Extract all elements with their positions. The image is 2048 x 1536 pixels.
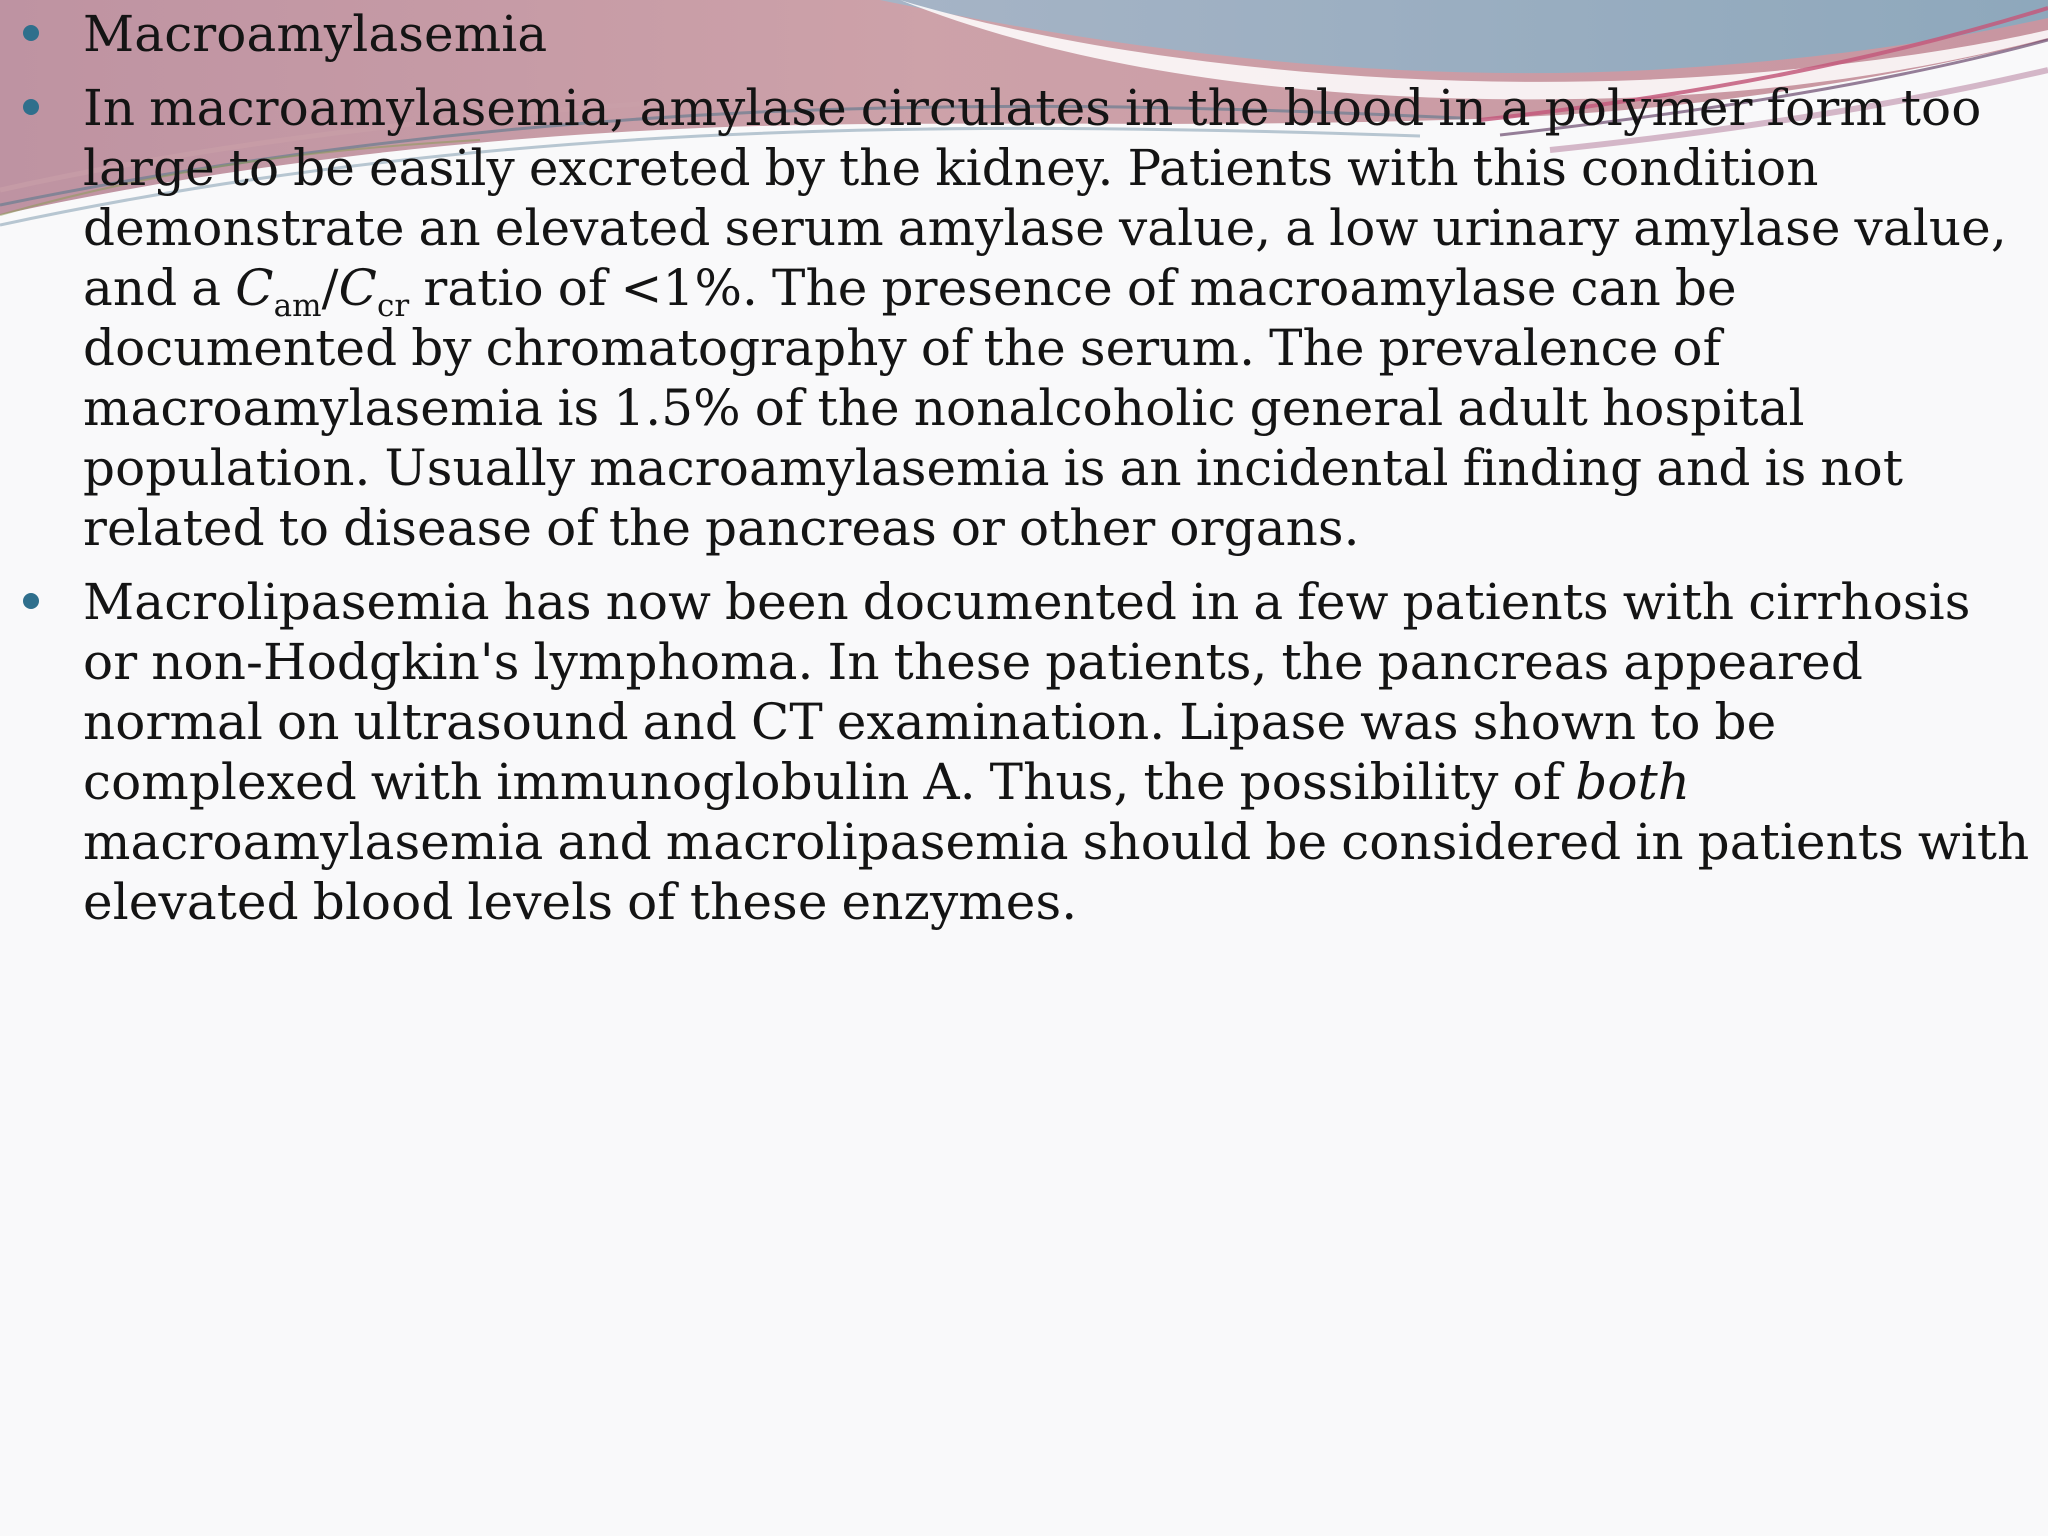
emphasized-word: both <box>1575 753 1691 811</box>
ratio-slash: / <box>321 259 339 317</box>
ratio-denominator-variable: C <box>338 259 377 317</box>
bullet-list <box>22 0 2032 932</box>
ratio-numerator-variable: C <box>235 259 274 317</box>
bullet-text: Macroamylasemia <box>83 5 548 63</box>
bullet-text-part1: Macrolipasemia has now been documented in a few patients with cirrhosis or non-Hodgkin's lymphoma. In these patients, the pancreas appeared normal on ultrasound and CT examination. Lipase was shown to be complexed with immunoglobulin A. Thus, the possibility of <box>83 573 1971 811</box>
bullet-dot-icon <box>23 593 39 609</box>
bullet-item-macroamylasemia-description <box>22 78 2032 558</box>
bullet-text-part1: In macroamylasemia, amylase circulates in the blood in a polymer form too large to be easily excreted by the kidney. Patients with this condition demonstrate an elevated serum amylase value, a low urinary amylase value, and a <box>83 79 2007 317</box>
bullet-dot-icon <box>23 99 39 115</box>
ratio-denominator-subscript: cr <box>376 288 410 324</box>
bullet-item-macrolipasemia <box>22 572 2032 932</box>
bullet-text-part2: ratio of <1%. The presence of macroamylase can be documented by chromatography of the serum. The prevalence of macroamylasemia is 1.5% of the nonalcoholic general adult hospital population. Usually macroamylasemia is an incidental finding and is not related to disease of the pancreas or other organs. <box>83 259 1904 557</box>
bullet-dot-icon <box>23 25 39 41</box>
bullet-text-part2: macroamylasemia and macrolipasemia should be considered in patients with elevated blood levels of these enzymes. <box>83 813 2030 931</box>
bullet-item-macroamylasemia-heading <box>22 4 2032 64</box>
ratio-numerator-subscript: am <box>273 288 322 324</box>
